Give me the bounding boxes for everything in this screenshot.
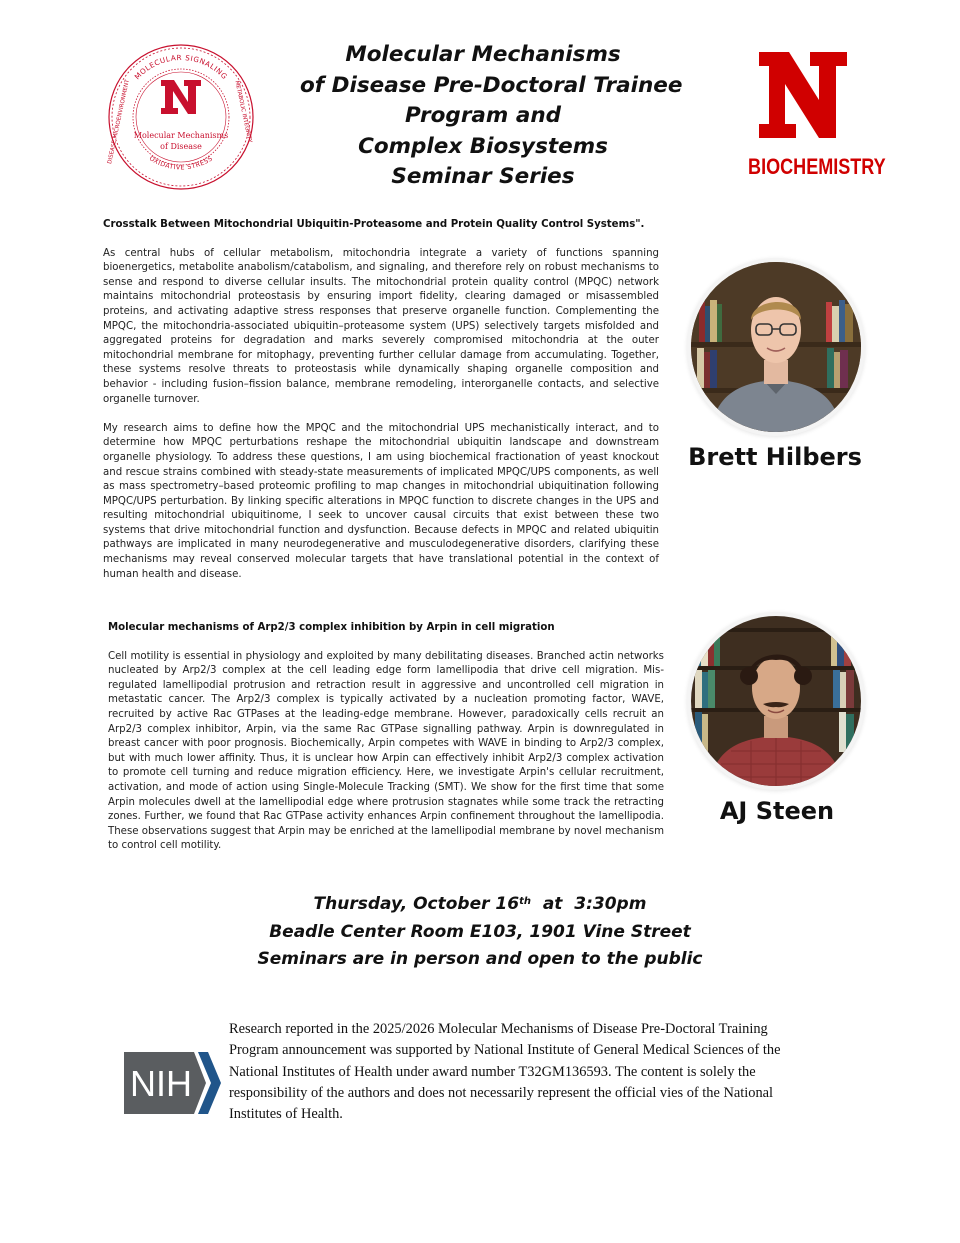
title-line: of Disease Pre-Doctoral Trainee: [300, 72, 683, 98]
seal-n-icon: [161, 80, 201, 114]
seal-ring-left-text: DISEASE MICROENVIRONMENT: [107, 79, 131, 165]
event-date-time: [240, 891, 720, 919]
seal-ring-bottom-text: OXIDATIVE STRESS: [147, 154, 215, 172]
speaker1-photo: [691, 262, 861, 432]
speaker2-photo: [691, 616, 861, 786]
program-seal-logo: [106, 42, 256, 192]
abstract-paragraph: My research aims to define how the MPQC and the mitochondrial UPS mechanistically interact, and to determine how MPQC perturbations reshape the mitochondrial ubiquitin landscape and downstream organelle physiology. To address these questions, I am using biochemical fractionation of yeast knockout and rescue strains combined with steady-state measurements of implicated MPQC/UPS components, as well as mass spectrometry–based proteomic profiling to map changes in mitochondrial ubiquitination following MPQC/UPS perturbation. By linking specific alterations in MPQC function to discrete changes in the UPS and resulting mitochondrial ubiquitinome, I seek to uncover causal circuits that exist between these two systems that drive mitochondrial function and dysfunction. Because defects in MPQC and related ubiquitin pathways are implicated in many neurodegenerative and musculodegenerative disorders, clarifying these mechanisms may reveal conserved molecular targets that have translational potential in the context of human health and disease.: [103, 422, 659, 580]
seal-center-line2: of Disease: [160, 142, 202, 151]
nebraska-n-icon: [759, 52, 847, 140]
title-line: Seminar Series: [391, 164, 575, 189]
funding-line: Research reported in the 2025/2026 Molecular Mechanisms of Disease Pre-Doctoral Training: [229, 1021, 768, 1037]
event-time: at 3:30pm: [531, 894, 647, 914]
event-date-ordinal: th: [519, 896, 531, 907]
funding-line: Institutes of Health.: [229, 1106, 343, 1123]
event-note: Seminars are in person and open to the public: [257, 949, 703, 969]
title-line: Molecular Mechanisms: [345, 42, 621, 67]
abstract-paragraph: Cell motility is essential in physiology and exploited by many debilitating diseases. Branched actin networks nucleated by Arp2/3 complex at the cell leading edge form lamellipodia that drive cell migration. Mis-regulated lamellipodial protrusion and retraction result in aggressive and uncontrolled cell migration in metastatic cancer. The Arp2/3 complex is typically activated by a nucleation promoting factor, WAVE, recruited by active Rac GTPases at the leading-edge membrane. However, paradoxically cells recruit an Arp2/3 complex inhibitor, Arpin, via the same Rac GTPase signalling pathway. Arpin is downregulated in breast cancer with poor prognosis. Biochemically, Arpin competes with WAVE in binding to Arp2/3 complex, but with much lower affinity. Thus, it is unclear how Arpin can effectively inhibit Arp2/3 complex activation to promote cell turning and reduce migration efficiency. Here, we investigate Arpin's cellular recruitment, activation, and mode of action using Single-Molecule Tracking (SMT). We show for the first time that some Arpin molecules dwell at the lamellipodial edge where protrusion stagnates while some track the retracting zones. Further, we found that Rac GTPase activity enhances Arpin confinement throughout the lamellipodia. These observations suggest that Arpin may be enriched at the lamellipodial membrane by novel mechanism to control cell motility.: [108, 650, 664, 852]
seal-ring-right-text: METABOLIC INTEGRITY: [233, 80, 253, 144]
funding-line: responsibility of the authors and does not necessarily represent the official vies of the National: [229, 1084, 774, 1101]
event-details: [240, 891, 720, 974]
biochemistry-wordmark: BIOCHEMISTRY: [748, 154, 886, 179]
funding-line: National Institutes of Health under award number T32GM136593. The content is solely the: [229, 1063, 756, 1080]
seal-ring-top-text: MOLECULAR SIGNALING: [132, 52, 230, 82]
biochemistry-logo: [736, 52, 886, 184]
nih-logo-text: NIH: [130, 1063, 192, 1104]
funding-statement: [229, 1019, 849, 1125]
seminar-series-title: [300, 40, 683, 193]
funding-line: Program announcement was supported by National Institute of General Medical Sciences of the: [229, 1042, 781, 1059]
speaker1-name: Brett Hilbers: [688, 443, 862, 471]
abstract-speaker2: [108, 621, 664, 869]
nih-logo: [124, 1052, 222, 1114]
title-line: Program and: [404, 103, 562, 128]
title-line: Complex Biosystems: [358, 133, 608, 159]
abstract-speaker1: [103, 218, 659, 597]
talk-title-speaker1: Crosstalk Between Mitochondrial Ubiquitin-Proteasome and Protein Quality Control Systems".: [103, 219, 645, 230]
speaker2-name: AJ Steen: [719, 797, 835, 825]
event-location: Beadle Center Room E103, 1901 Vine Street: [269, 921, 691, 942]
talk-title-speaker2: Molecular mechanisms of Arp2/3 complex inhibition by Arpin in cell migration: [108, 622, 555, 633]
event-date: Thursday, October 16: [313, 894, 520, 914]
abstract-paragraph: As central hubs of cellular metabolism, mitochondria integrate a variety of functions spanning bioenergetics, metabolite anabolism/catabolism, and signaling, and therefore rely on robust mechanisms to sense and respond to diverse cellular insults. The mitochondrial protein quality control (MPQC) network maintains mitochondrial proteostasis by ensuring import fidelity, clearing damaged or misassembled proteins, and activating adaptive stress responses that preserve organelle function. Complementing the MPQC, the mitochondria-associated ubiquitin–proteasome system (UPS) selectively targets misfolded and aggregated proteins for degradation and marks severely compromised mitochondria at the outer mitochondrial membrane for mitophagy, preventing further cellular damage from accumulating. Together, these systems resolve threats to proteostasis while dynamically shaping organelle composition and behavior - including fusion–fission balance, membrane remodeling, interorganelle contacts, and selective organelle turnover.: [103, 247, 659, 405]
seal-center-line1: Molecular Mechanisms: [133, 131, 229, 140]
